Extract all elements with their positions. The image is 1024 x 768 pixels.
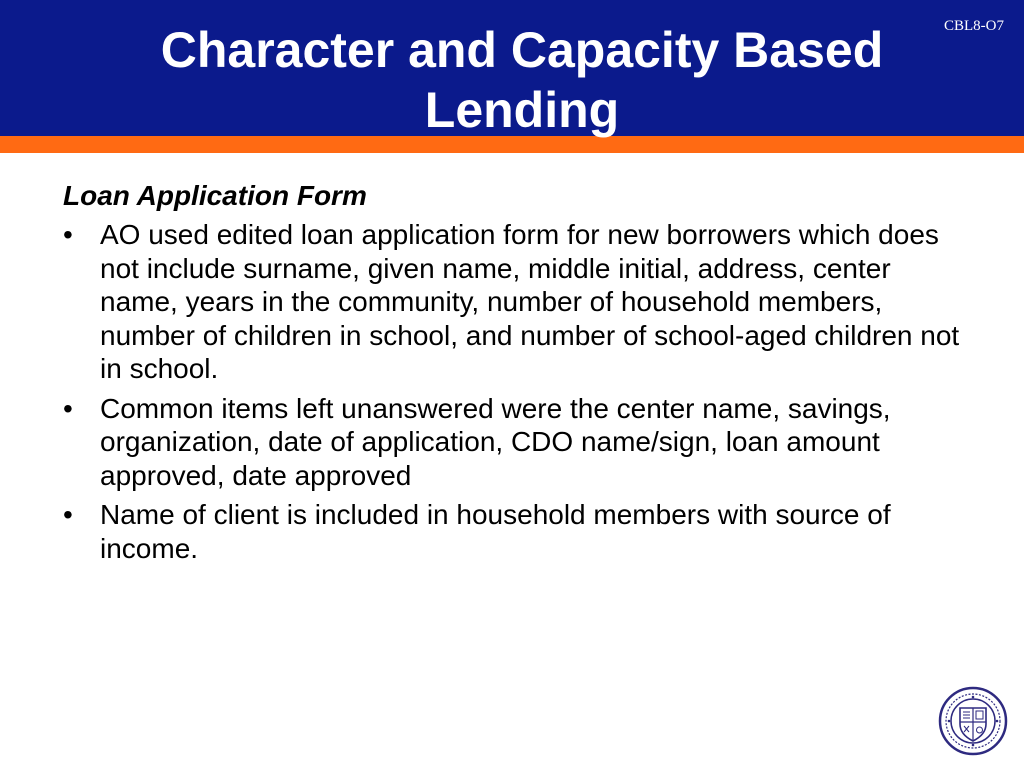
institution-seal-icon [938, 686, 1008, 756]
bullet-item [63, 218, 968, 386]
slide-code: CBL8-O7 [944, 18, 1004, 34]
bullet-text: AO used edited loan application form for new borrowers which does not include surname, given name, middle initial, address, center name, years in the community, number of household members, number of children in school, and number of school-aged children not in school. [100, 219, 960, 384]
bullet-marker: • [63, 392, 73, 424]
bullet-marker: • [63, 499, 73, 530]
bullet-item [63, 498, 968, 565]
bullet-list [63, 218, 968, 565]
slide-title: Character and Capacity Based Lending [160, 22, 884, 138]
bullet-text: Name of client is included in household members with source of income. [100, 499, 891, 564]
bullet-text: Common items left unanswered were the center name, savings, organization, date of application, CDO name/sign, loan amount approved, date approved [100, 392, 891, 491]
bullet-marker: • [63, 219, 73, 250]
seal-graphic [938, 686, 1008, 756]
bullet-item [63, 392, 968, 493]
slide-content [63, 178, 968, 571]
section-heading: Loan Application Form [63, 180, 367, 211]
